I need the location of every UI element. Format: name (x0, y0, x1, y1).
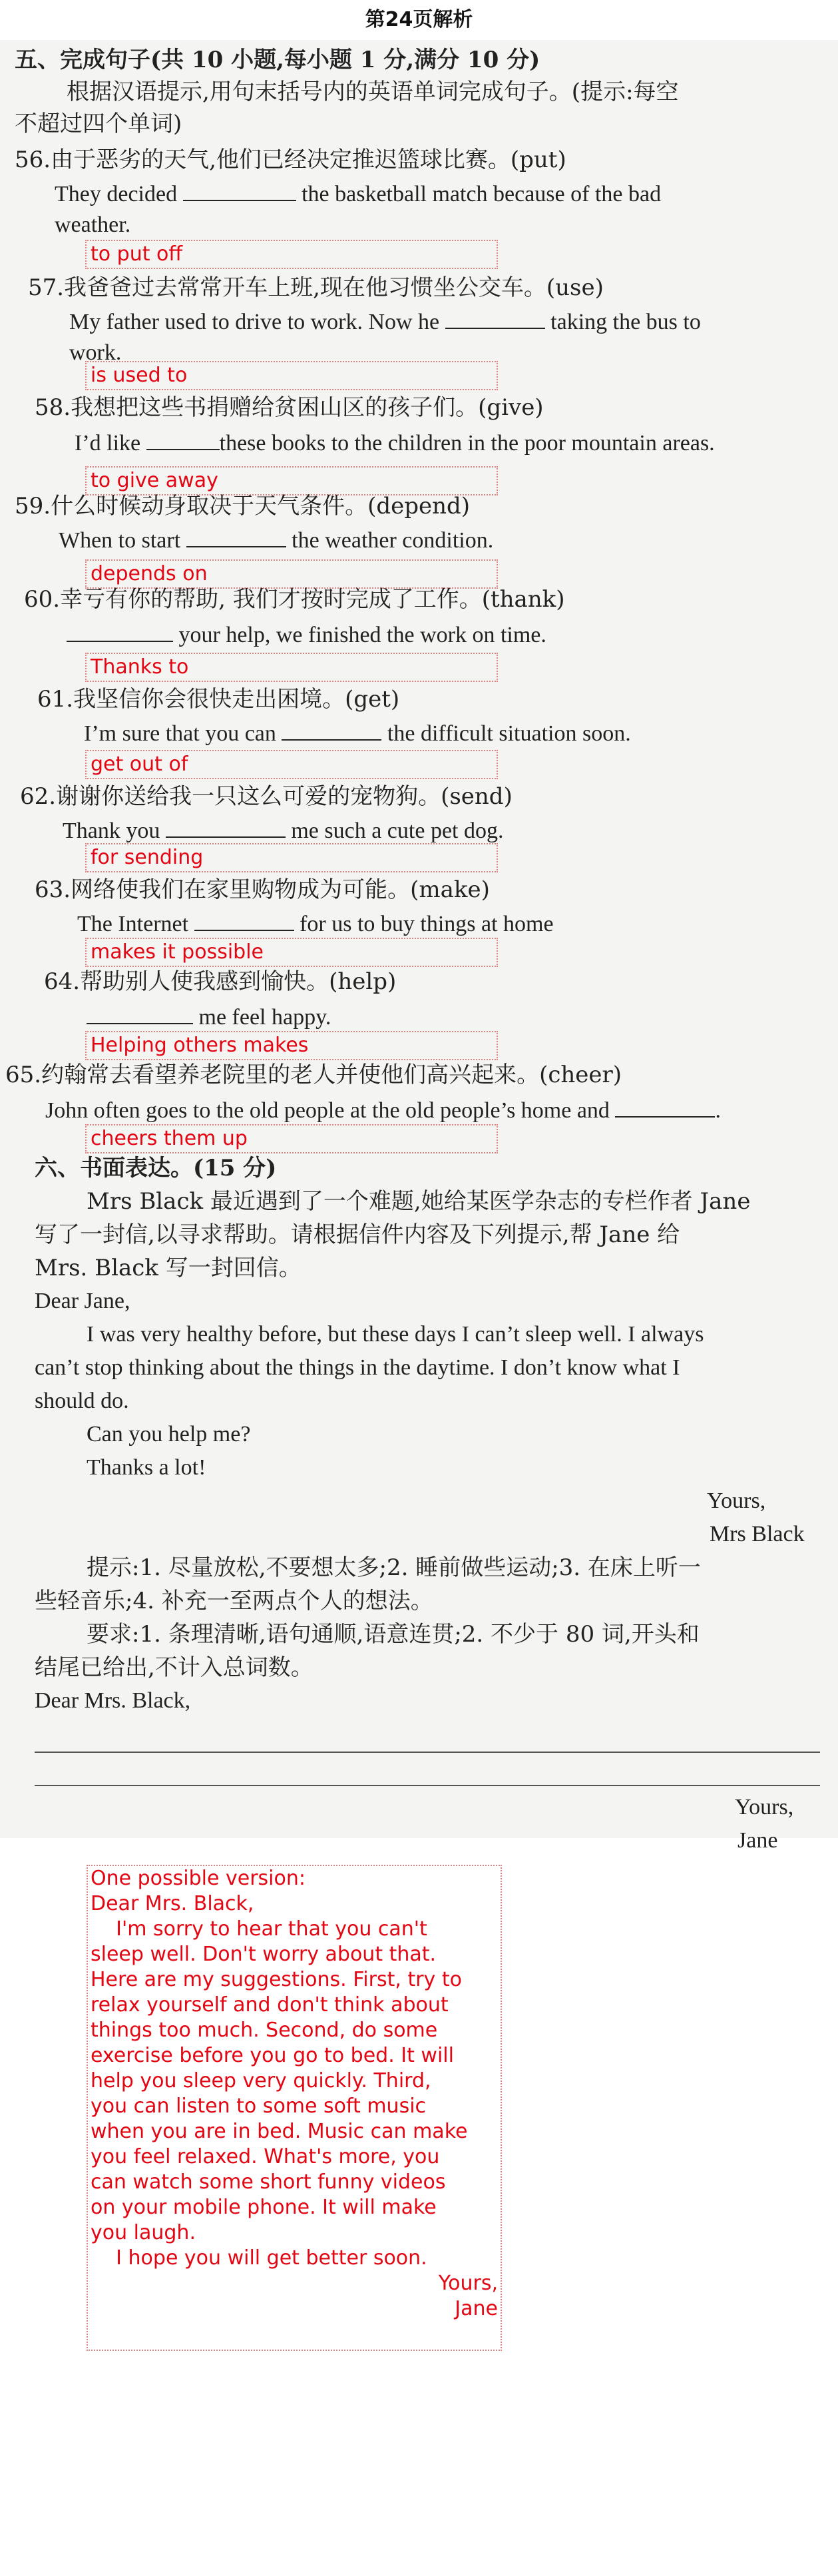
sample-line: you laugh. (91, 2221, 196, 2244)
letter-body-3: should do. (35, 1389, 129, 1413)
section-5-instruction-cont: 不超过四个单词) (15, 111, 182, 137)
sample-signature: Jane (455, 2297, 498, 2320)
letter-thanks: Thanks a lot! (87, 1455, 206, 1480)
section-5-instruction: 根据汉语提示,用句末括号内的英语单词完成句子。(提示:每空 (67, 79, 679, 105)
letter-ask: Can you help me? (87, 1422, 251, 1447)
question-57-sentence-cont: work. (69, 340, 122, 365)
reply-closing: Yours, (735, 1795, 794, 1819)
question-64-prompt: 64.帮助别人使我感到愉快。(help) (44, 968, 397, 995)
answer-60: Thanks to (85, 653, 498, 682)
question-62-sentence: Thank you me such a cute pet dog. (63, 816, 503, 844)
tips-line-1: 提示:1. 尽量放松,不要想太多;2. 睡前做些运动;3. 在床上听一 (87, 1554, 701, 1581)
question-63-sentence: The Internet for us to buy things at home (77, 910, 554, 938)
answer-62: for sending (85, 843, 498, 872)
writing-line (35, 1785, 820, 1786)
requirements-line-1: 要求:1. 条理清晰,语句通顺,语意连贯;2. 不少于 80 词,开头和 (87, 1621, 700, 1648)
reply-greeting: Dear Mrs. Black, (35, 1688, 191, 1713)
sample-line: things too much. Second, do some (91, 2019, 438, 2042)
section-6-intro-3: Mrs. Black 写一封回信。 (35, 1255, 302, 1281)
question-64-sentence: me feel happy. (87, 1003, 331, 1031)
answer-56: to put off (85, 240, 498, 269)
sample-line: relax yourself and don't think about (91, 1993, 449, 2017)
sample-line: you can listen to some soft music (91, 2094, 427, 2118)
question-65-prompt: 65.约翰常去看望养老院里的老人并使他们高兴起来。(cheer) (5, 1062, 622, 1088)
sample-line: sleep well. Don't worry about that. (91, 1943, 437, 1966)
question-61-sentence: I’m sure that you can the difficult situation soon. (84, 719, 631, 747)
question-59-sentence: When to start the weather condition. (59, 526, 493, 554)
letter-greeting: Dear Jane, (35, 1289, 130, 1313)
sample-line: help you sleep very quickly. Third, (91, 2069, 431, 2093)
section-6-title: 六、书面表达。(15 分) (35, 1155, 277, 1181)
sample-line: you feel relaxed. What's more, you (91, 2145, 440, 2168)
sample-line: can watch some short funny videos (91, 2170, 446, 2194)
sample-line: on your mobile phone. It will make (91, 2196, 437, 2219)
sample-answer-box (87, 1865, 502, 2351)
question-58-sentence: I’d like these books to the children in the poor mountain areas. (75, 429, 715, 457)
question-60-sentence: your help, we finished the work on time. (67, 621, 546, 649)
sample-line: One possible version: (91, 1867, 306, 1890)
section-6-intro-2: 写了一封信,以寻求帮助。请根据信件内容及下列提示,帮 Jane 给 (35, 1221, 680, 1248)
sample-closing: Yours, (438, 2272, 498, 2295)
sample-line: Here are my suggestions. First, try to (91, 1968, 462, 1991)
question-57-prompt: 57.我爸爸过去常常开车上班,现在他习惯坐公交车。(use) (28, 274, 604, 301)
section-5-title: 五、完成句子(共 10 小题,每小题 1 分,满分 10 分) (15, 47, 540, 73)
sample-line: I hope you will get better soon. (91, 2246, 427, 2270)
section-6-intro-1: Mrs Black 最近遇到了一个难题,她给某医学杂志的专栏作者 Jane (87, 1188, 751, 1215)
letter-body-1: I was very healthy before, but these days I can’t sleep well. I always (87, 1322, 704, 1347)
question-61-prompt: 61.我坚信你会很快走出困境。(get) (37, 686, 400, 713)
requirements-line-2: 结尾已给出,不计入总词数。 (35, 1654, 314, 1681)
letter-body-2: can’t stop thinking about the things in the daytime. I don’t know what I (35, 1355, 680, 1380)
question-58-prompt: 58.我想把这些书捐赠给贫困山区的孩子们。(give) (35, 394, 544, 421)
answer-63: makes it possible (85, 938, 498, 967)
answer-59: depends on (85, 559, 498, 589)
answer-64: Helping others makes (85, 1031, 498, 1060)
answer-57: is used to (85, 361, 498, 390)
question-56-sentence-cont: weather. (55, 212, 131, 237)
question-63-prompt: 63.网络使我们在家里购物成为可能。(make) (35, 876, 490, 903)
question-59-prompt: 59.什么时候动身取决于天气条件。(depend) (15, 493, 471, 519)
answer-65: cheers them up (85, 1124, 498, 1153)
letter-signature: Mrs Black (710, 1522, 805, 1546)
question-65-sentence: John often goes to the old people at the old people’s home and . (45, 1096, 721, 1124)
letter-closing: Yours, (707, 1488, 766, 1513)
question-56-prompt: 56.由于恶劣的天气,他们已经决定推迟篮球比赛。(put) (15, 147, 566, 173)
answer-58: to give away (85, 466, 498, 495)
writing-line (35, 1752, 820, 1753)
sample-line: exercise before you go to bed. It will (91, 2044, 454, 2067)
sample-line: Dear Mrs. Black, (91, 1892, 254, 1915)
question-56-sentence: They decided the basketball match because of the bad (55, 180, 661, 208)
reply-signature: Jane (737, 1828, 778, 1853)
question-60-prompt: 60.幸亏有你的帮助, 我们才按时完成了工作。(thank) (24, 586, 565, 613)
sample-line: when you are in bed. Music can make (91, 2120, 468, 2143)
question-62-prompt: 62.谢谢你送给我一只这么可爱的宠物狗。(send) (20, 783, 513, 810)
page-title: 第24页解析 (365, 8, 473, 31)
tips-line-2: 些轻音乐;4. 补充一至两点个人的想法。 (35, 1588, 433, 1614)
answer-61: get out of (85, 750, 498, 779)
sample-line: I'm sorry to hear that you can't (91, 1917, 427, 1941)
question-57-sentence: My father used to drive to work. Now he taking the bus to (69, 308, 701, 336)
